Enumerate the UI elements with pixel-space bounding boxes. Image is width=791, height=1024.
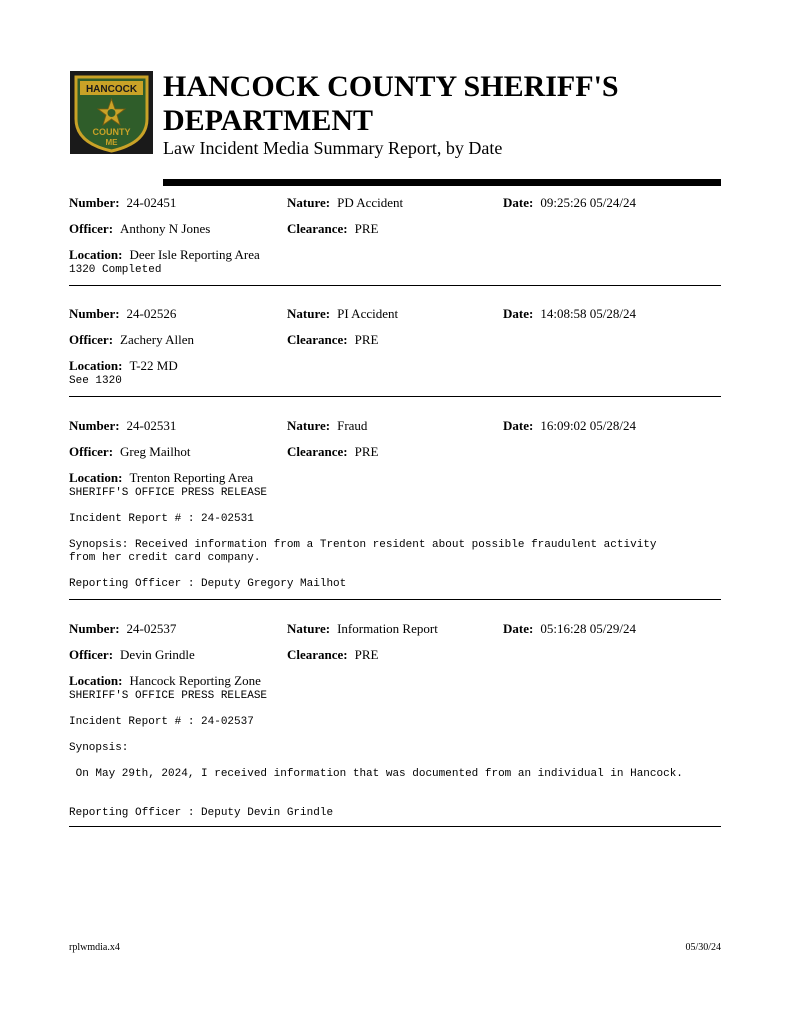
officer-label: Officer: [69,221,114,236]
incident-clearance [287,444,378,460]
clearance-label: Clearance: [287,221,348,236]
clearance-value: PRE [354,444,379,459]
number-label: Number: [69,418,120,433]
incident-location [69,358,721,375]
note-spacer [69,500,721,513]
record-header-row [69,195,721,221]
record-officer-row [69,647,721,673]
incident-number [69,306,176,322]
incident-nature [287,306,398,322]
clearance-value: PRE [354,332,379,347]
officer-value: Anthony N Jones [120,221,211,236]
nature-value: Information Report [337,621,438,636]
location-value: Hancock Reporting Zone [129,673,261,688]
incident-number [69,621,176,637]
location-value: Trenton Reporting Area [129,470,254,485]
incident-number [69,195,176,211]
location-label: Location: [69,470,123,485]
nature-label: Nature: [287,195,331,210]
date-label: Date: [503,621,534,636]
incident-officer [69,647,195,663]
incident-location [69,673,721,690]
incident-nature [287,195,403,211]
record-header-row [69,621,721,647]
number-value: 24-02451 [126,195,177,210]
incident-location [69,470,721,487]
number-label: Number: [69,621,120,636]
date-value: 14:08:58 05/28/24 [540,306,637,321]
incident-clearance [287,221,378,237]
page-title [163,70,723,138]
incident-officer [69,332,194,348]
narrative-line: See 1320 [69,375,122,387]
incident-officer [69,221,210,237]
record-divider [69,826,721,827]
report-subtitle: Law Incident Media Summary Report, by Date [163,138,503,158]
narrative-line: SHERIFF'S OFFICE PRESS RELEASE [69,487,268,499]
incident-record [69,306,721,388]
location-value: T-22 MD [129,358,178,373]
nature-label: Nature: [287,621,331,636]
narrative-line: On May 29th, 2024, I received information that was documented from an individual in Hancock. [69,768,683,780]
sheriff-badge-logo [70,71,153,154]
narrative-line: SHERIFF'S OFFICE PRESS RELEASE [69,690,268,702]
incident-date [503,621,636,637]
footer-report-id: rplwmdia.x4 [69,942,120,953]
record-officer-row [69,332,721,358]
note-spacer [69,794,721,807]
officer-label: Officer: [69,647,114,662]
clearance-value: PRE [354,647,379,662]
number-value: 24-02537 [126,621,177,636]
record-divider [69,599,721,600]
incident-date [503,306,636,322]
note-spacer [69,565,721,578]
narrative-line: Incident Report # : 24-02531 [69,513,254,525]
incident-number [69,418,176,434]
narrative-line: Reporting Officer : Deputy Devin Grindle [69,807,334,819]
nature-label: Nature: [287,418,331,433]
logo-text-bottom: COUNTY [92,127,131,137]
nature-label: Nature: [287,306,331,321]
location-label: Location: [69,358,123,373]
date-value: 16:09:02 05/28/24 [540,418,637,433]
incident-officer [69,444,190,460]
note-spacer [69,703,721,716]
incident-record [69,418,721,591]
logo-text-top: HANCOCK [85,84,138,95]
incident-clearance [287,647,378,663]
logo-text-state: ME [105,138,118,147]
date-value: 05:16:28 05/29/24 [540,621,637,636]
title-line-1: HANCOCK COUNTY SHERIFF'S [163,70,619,103]
record-officer-row [69,444,721,470]
number-label: Number: [69,306,120,321]
note-spacer [69,729,721,742]
title-line-2: DEPARTMENT [163,104,374,137]
officer-value: Zachery Allen [120,332,195,347]
officer-value: Greg Mailhot [120,444,191,459]
record-divider [69,285,721,286]
clearance-label: Clearance: [287,647,348,662]
narrative-line: Synopsis: Received information from a Trenton resident about possible fraudulent activity [69,539,657,551]
record-header-row [69,418,721,444]
location-value: Deer Isle Reporting Area [129,247,260,262]
incident-location [69,247,721,264]
incident-record [69,621,721,820]
date-label: Date: [503,195,534,210]
footer-print-date: 05/30/24 [685,942,721,953]
nature-value: Fraud [337,418,368,433]
header-divider [163,179,721,186]
officer-label: Officer: [69,444,114,459]
note-spacer [69,755,721,768]
note-spacer [69,781,721,794]
narrative-line: Reporting Officer : Deputy Gregory Mailhot [69,578,347,590]
clearance-label: Clearance: [287,444,348,459]
clearance-label: Clearance: [287,332,348,347]
date-label: Date: [503,306,534,321]
date-value: 09:25:26 05/24/24 [540,195,637,210]
location-label: Location: [69,247,123,262]
narrative-line: from her credit card company. [69,552,261,564]
narrative-line: 1320 Completed [69,264,162,276]
officer-label: Officer: [69,332,114,347]
number-value: 24-02531 [126,418,177,433]
incident-record [69,195,721,277]
incident-clearance [287,332,378,348]
nature-value: PD Accident [337,195,404,210]
number-label: Number: [69,195,120,210]
incident-date [503,195,636,211]
record-divider [69,396,721,397]
incident-date [503,418,636,434]
incident-nature [287,418,367,434]
incident-nature [287,621,438,637]
narrative-line: Incident Report # : 24-02537 [69,716,254,728]
note-spacer [69,526,721,539]
record-header-row [69,306,721,332]
clearance-value: PRE [354,221,379,236]
nature-value: PI Accident [337,306,399,321]
date-label: Date: [503,418,534,433]
record-officer-row [69,221,721,247]
number-value: 24-02526 [126,306,177,321]
officer-value: Devin Grindle [120,647,195,662]
location-label: Location: [69,673,123,688]
narrative-line: Synopsis: [69,742,129,754]
